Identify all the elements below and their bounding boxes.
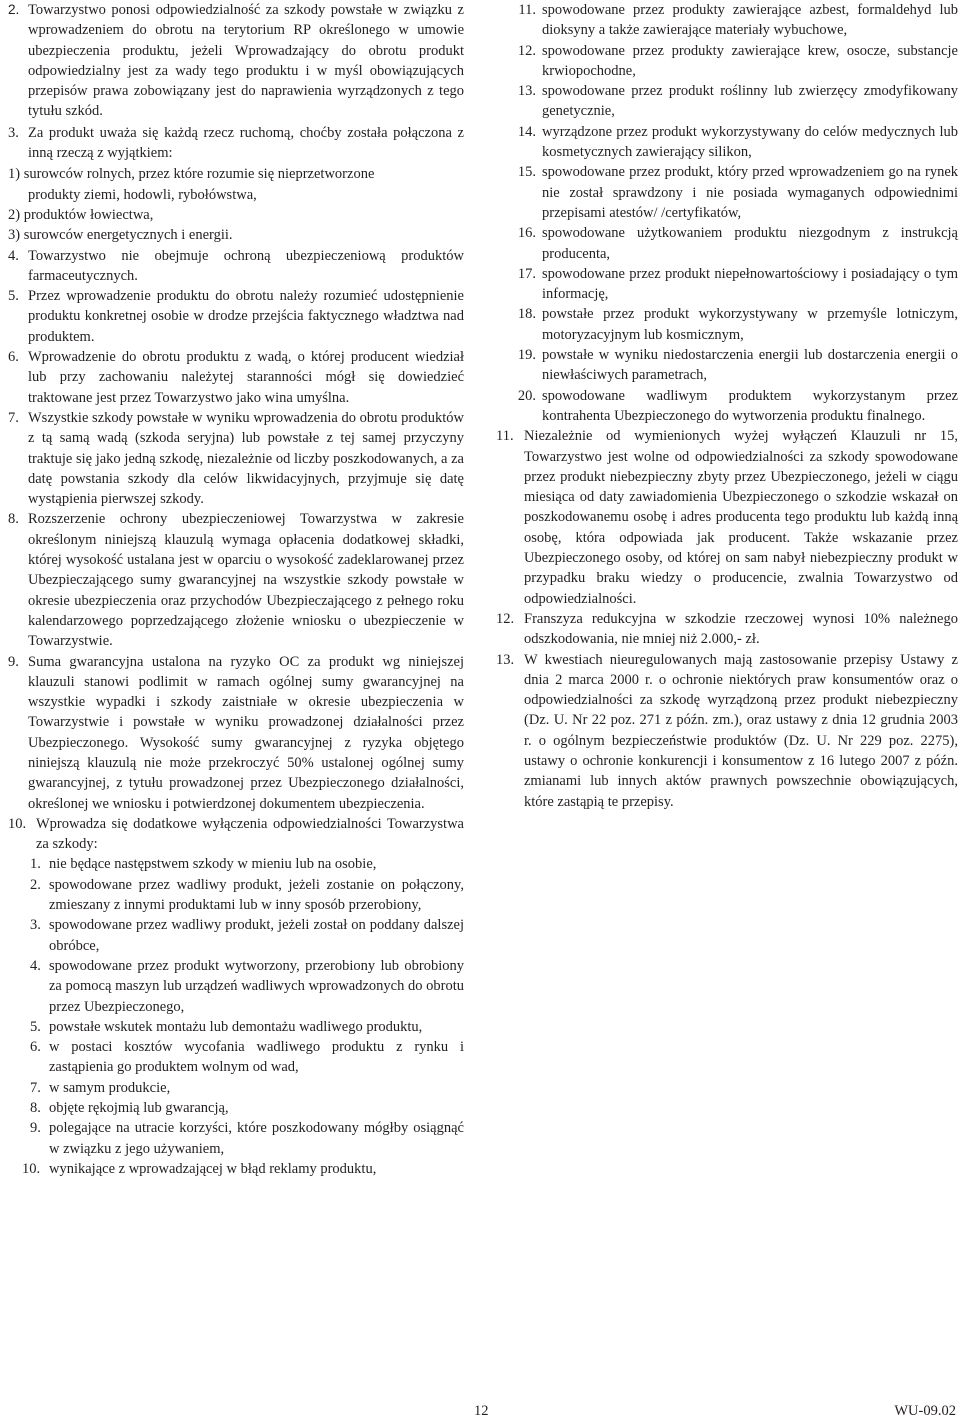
- paragraph-text: Wszystkie szkody powstałe w wyniku wprowadzenia do obrotu produktów z tą samą wadą (szkoda seryjna) lub powstałe z tej samej przyczyny traktuje się jako jedną szkodę, niezależnie od liczby poszkodowanych, a za datę powstania szkody dla celów likwidacyjnych, przyjmuje się datę wystąpienia pierwszej szkody.: [28, 409, 464, 508]
- exclusion-item: [496, 162, 958, 223]
- exception-item: 3) surowców energetycznych i energii.: [8, 227, 233, 244]
- paragraph-text: Suma gwarancyjna ustalona na ryzyko OC za produkt wg niniejszej klauzuli stanowi podlimit w ramach ogólnej sumy gwarancyjnej na wszystkie wypadki i szkody zaistniałe w okresie ubezpieczenia w Towarzystwie i powstałe w wyniku prowadzonej działalności przez Ubezpieczonego. Wysokość sumy gwarancyjnej z ryzyka objętego niniejszą klauzulą nie może przekroczyć 50% ustalonej ogólnej sumy gwarancyjnej, z tytułu prowadzonej przez Ubezpieczonego działalności, określonej we wniosku i potwierdzonej dokumentem ubezpieczenia.: [28, 653, 464, 812]
- exception-item: 1) surowców rolnych, przez które rozumie się nieprzetworzone: [8, 166, 375, 183]
- paragraph-text: Towarzystwo nie obejmuje ochroną ubezpieczeniową produktów farmaceutycznych.: [28, 247, 464, 284]
- exclusion-number: 14.: [517, 123, 536, 140]
- paragraph-number: 8.: [8, 511, 19, 528]
- paragraph-number: 4.: [8, 247, 19, 264]
- exclusion-number: 1.: [30, 856, 41, 873]
- exclusion-text: objęte rękojmią lub gwarancją,: [49, 1100, 229, 1117]
- document-code: WU-09.02: [894, 1403, 956, 1419]
- paragraph-number: 5.: [8, 288, 19, 305]
- exclusion-text: spowodowane przez produkt niepełnowartościowy i posiadający o tym informację,: [542, 265, 958, 303]
- exclusion-item: [8, 1118, 464, 1159]
- exclusion-number: 11.: [518, 2, 536, 18]
- paragraph-number: 2.: [8, 2, 20, 17]
- paragraph-text: Wprowadzenie do obrotu produktu z wadą, o której producent wiedział lub przy zachowaniu należytej staranności mógł się dowiedzieć traktowane jest przez Towarzystwo jako wina umyślna.: [28, 349, 464, 406]
- exclusion-number: 5.: [30, 1018, 41, 1035]
- paragraph-5: [8, 286, 464, 347]
- paragraph-4: [8, 246, 464, 287]
- exclusion-number: 2.: [30, 876, 41, 893]
- right-column: [496, 0, 958, 812]
- exclusion-number: 20.: [517, 387, 536, 404]
- exclusion-text: wyrządzone przez produkt wykorzystywany do celów medycznych lub kosmetycznych zawierający silikon,: [542, 123, 958, 161]
- exclusion-item: [496, 345, 958, 386]
- paragraph-13: [496, 650, 958, 812]
- paragraph-6: [8, 347, 464, 408]
- exclusion-text: spowodowane przez wadliwy produkt, jeżeli został on poddany dalszej obróbce,: [49, 917, 464, 954]
- paragraph-text: Towarzystwo ponosi odpowiedzialność za szkody powstałe w związku z wprowadzeniem do obrotu na terytorium RP określonego w umowie ubezpieczenia produktu, jeżeli Wprowadzający do obrotu produkt odpowiedzialny jest za wady tego produktu i w myśl obowiązujących przepisów prawa zobowiązany jest do naprawienia wyrządzonych z tego tytułu szkód.: [28, 2, 464, 120]
- exclusion-item: [8, 915, 464, 956]
- paragraph-number: 13.: [496, 651, 515, 668]
- exception-item-continued: produkty ziemi, hodowli, rybołówstwa,: [28, 186, 257, 203]
- exclusion-item: [496, 81, 958, 122]
- exclusion-text: nie będące następstwem szkody w mieniu lub na osobie,: [49, 856, 377, 873]
- paragraph-number: 6.: [8, 349, 19, 366]
- paragraph-text: Niezależnie od wymienionych wyżej wyłączeń Klauzuli nr 15, Towarzystwo jest wolne od odpowiedzialności za szkody spowodowane przez produkt niebezpieczny zbyty przez Ubezpieczonego, jeżeli w ciągu miesiąca od daty zawiadomienia Ubezpieczonego o szkodzie wskazał on poszkodowanemu osobę i adres producenta tego produktu lub każdą inną osobę, która odpowiada jak producent. Także wskazanie przez Ubezpieczonego osoby, od której on sam nabył niebezpieczny produkt w przypadku braku wiedzy o producencie, zwalnia Towarzystwo od odpowiedzialności.: [524, 428, 958, 607]
- exclusion-text: spowodowane przez wadliwy produkt, jeżeli zostanie on połączony, zmieszany z innymi produktami lub w inny sposób przerobiony,: [49, 876, 464, 914]
- exclusion-item: [8, 1078, 464, 1098]
- exclusion-number: 9.: [30, 1120, 41, 1137]
- paragraph-number: 12.: [496, 610, 515, 627]
- exclusion-item: [496, 0, 958, 41]
- exclusion-item: [8, 1017, 464, 1037]
- exclusion-item: [496, 122, 958, 163]
- exclusion-number: 13.: [517, 83, 536, 100]
- exclusion-text: powstałe w wyniku niedostarczenia energii lub dostarczenia energii o niewłaściwych parametrach,: [542, 347, 958, 384]
- exclusion-text: w postaci kosztów wycofania wadliwego produktu z rynku i zastąpienia go produktem wolnym od wad,: [49, 1039, 464, 1076]
- paragraph-text: Franszyza redukcyjna w szkodzie rzeczowej wynosi 10% należnego odszkodowania, nie mniej niż 2.000,- zł.: [524, 610, 958, 648]
- exclusion-text: spowodowane przez produkt roślinny lub zwierzęcy zmodyfikowany genetycznie,: [542, 83, 958, 120]
- exclusion-item: [496, 304, 958, 345]
- paragraph-number: 9.: [8, 653, 19, 670]
- exclusion-number: 18.: [517, 306, 536, 323]
- exclusion-text: spowodowane przez produkt, który przed wprowadzeniem go na rynek nie został sprawdzony i nie posiada wymaganych odpowiednimi przepisami atestów/ /certyfikatów,: [542, 164, 958, 221]
- paragraph-number: 10.: [8, 815, 27, 832]
- exclusion-number: 4.: [30, 957, 41, 974]
- exclusion-item: [8, 1159, 464, 1179]
- paragraph-number: 7.: [8, 409, 19, 426]
- page-number: 12: [474, 1403, 489, 1419]
- exclusion-item: [8, 1037, 464, 1078]
- exclusion-number: 15.: [517, 164, 536, 181]
- paragraph-8: [8, 509, 464, 651]
- paragraph-text: W kwestiach nieuregulowanych mają zastosowanie przepisy Ustawy z dnia 2 marca 2000 r. o ochronie niektórych praw konsumentów oraz o odpowiedzialności za szkodę wyrządzoną przez produkt niebezpieczny (Dz. U. Nr 22 poz. 271 z późn. zm.), oraz ustawy z dnia 12 grudnia 2003 r. o ogólnym bezpieczeństwie produktów (Dz. U. Nr 229 poz. 2275), ustawy o ochronie konkurencji i konsumentow z 16 lutego 2007 z późn. zmianami lub innych aktów prawnych powszechnie obowiązujących, które zastąpią te przepisy.: [524, 651, 958, 810]
- paragraph-10: [8, 814, 464, 855]
- paragraph-text: Za produkt uważa się każdą rzecz ruchomą, choćby została połączona z inną rzeczą z wyjątkiem:: [28, 124, 464, 162]
- exclusion-text: powstałe wskutek montażu lub demontażu wadliwego produktu,: [49, 1018, 423, 1035]
- exclusion-item: [8, 1098, 464, 1118]
- exclusion-text: wynikające z wprowadzającej w błąd reklamy produktu,: [49, 1160, 377, 1177]
- exclusion-item: [8, 854, 464, 874]
- exclusion-item: [8, 875, 464, 916]
- exception-list: [8, 163, 464, 245]
- exclusion-text: spowodowane przez produkt wytworzony, przerobiony lub obrobiony za pomocą maszyn lub urządzeń wadliwych wprowadzonych do obrotu przez Ubezpieczonego,: [49, 957, 464, 1015]
- exclusion-text: spowodowane wadliwym produktem wykorzystanym przez kontrahenta Ubezpieczonego do wytworzenia produktu finalnego.: [542, 387, 958, 424]
- paragraph-12: [496, 609, 958, 650]
- exclusion-list: [8, 854, 464, 1179]
- paragraph-11: [496, 426, 958, 609]
- paragraph-3: [8, 123, 464, 164]
- exclusion-number: 17.: [517, 265, 536, 282]
- paragraph-number: 3.: [8, 124, 19, 141]
- exclusion-item: [496, 223, 958, 264]
- exclusion-text: powstałe przez produkt wykorzystywany w przemyśle lotniczym, motoryzacyjnym lub kosmicznym,: [542, 306, 958, 343]
- exclusion-number: 7.: [30, 1079, 41, 1096]
- exclusion-text: spowodowane przez produkty zawierające azbest, formaldehyd lub dioksyny a także zawierające materiały wybuchowe,: [542, 2, 958, 39]
- exclusion-number: 8.: [30, 1100, 41, 1117]
- exclusion-text: polegające na utracie korzyści, które poszkodowany mógłby osiągnąć w związku z jego używaniem,: [49, 1120, 464, 1157]
- exclusion-number: 3.: [30, 917, 41, 934]
- paragraph-2: [8, 0, 464, 122]
- exclusion-number: 12.: [517, 42, 536, 59]
- paragraph-text: Przez wprowadzenie produktu do obrotu należy rozumieć udostępnienie produktu konkretnej osobie w drodze przejścia faktycznego władztwa nad produktem.: [28, 288, 464, 345]
- exclusion-item: [496, 386, 958, 427]
- exclusion-list-continued: [496, 0, 958, 426]
- exclusion-item: [496, 264, 958, 305]
- exclusion-text: spowodowane przez produkty zawierające krew, osocze, substancje krwiopochodne,: [542, 42, 958, 79]
- exception-item: 2) produktów łowiectwa,: [8, 206, 154, 223]
- paragraph-number: 11.: [496, 428, 514, 445]
- left-column: [8, 0, 464, 1179]
- exclusion-number: 6.: [30, 1039, 41, 1056]
- exclusion-number: 16.: [517, 225, 536, 242]
- exclusion-text: spowodowane użytkowaniem produktu niezgodnym z instrukcją producenta,: [542, 225, 958, 262]
- exclusion-number: 10.: [22, 1160, 41, 1177]
- paragraph-9: [8, 652, 464, 814]
- exclusion-text: w samym produkcie,: [49, 1079, 171, 1096]
- exclusion-number: 19.: [517, 347, 536, 364]
- paragraph-7: [8, 408, 464, 509]
- paragraph-text: Rozszerzenie ochrony ubezpieczeniowej Towarzystwa w zakresie określonym niniejszą klauzulą wymaga opłacenia dodatkowej składki, której wysokość ustalana jest w oparciu o wysokość zadeklarowanej przez Ubezpieczającego sumy gwarancyjnej na wszystkie szkody powstałe w okresie ubezpieczenia oraz przychodów Ubezpieczającego z pełnego roku kalendarzowego poprzedzającego złożenie wniosku o ubezpieczenie w Towarzystwie.: [28, 511, 464, 650]
- paragraph-text: Wprowadza się dodatkowe wyłączenia odpowiedzialności Towarzystwa za szkody:: [36, 815, 464, 853]
- exclusion-item: [496, 41, 958, 82]
- exclusion-item: [8, 956, 464, 1017]
